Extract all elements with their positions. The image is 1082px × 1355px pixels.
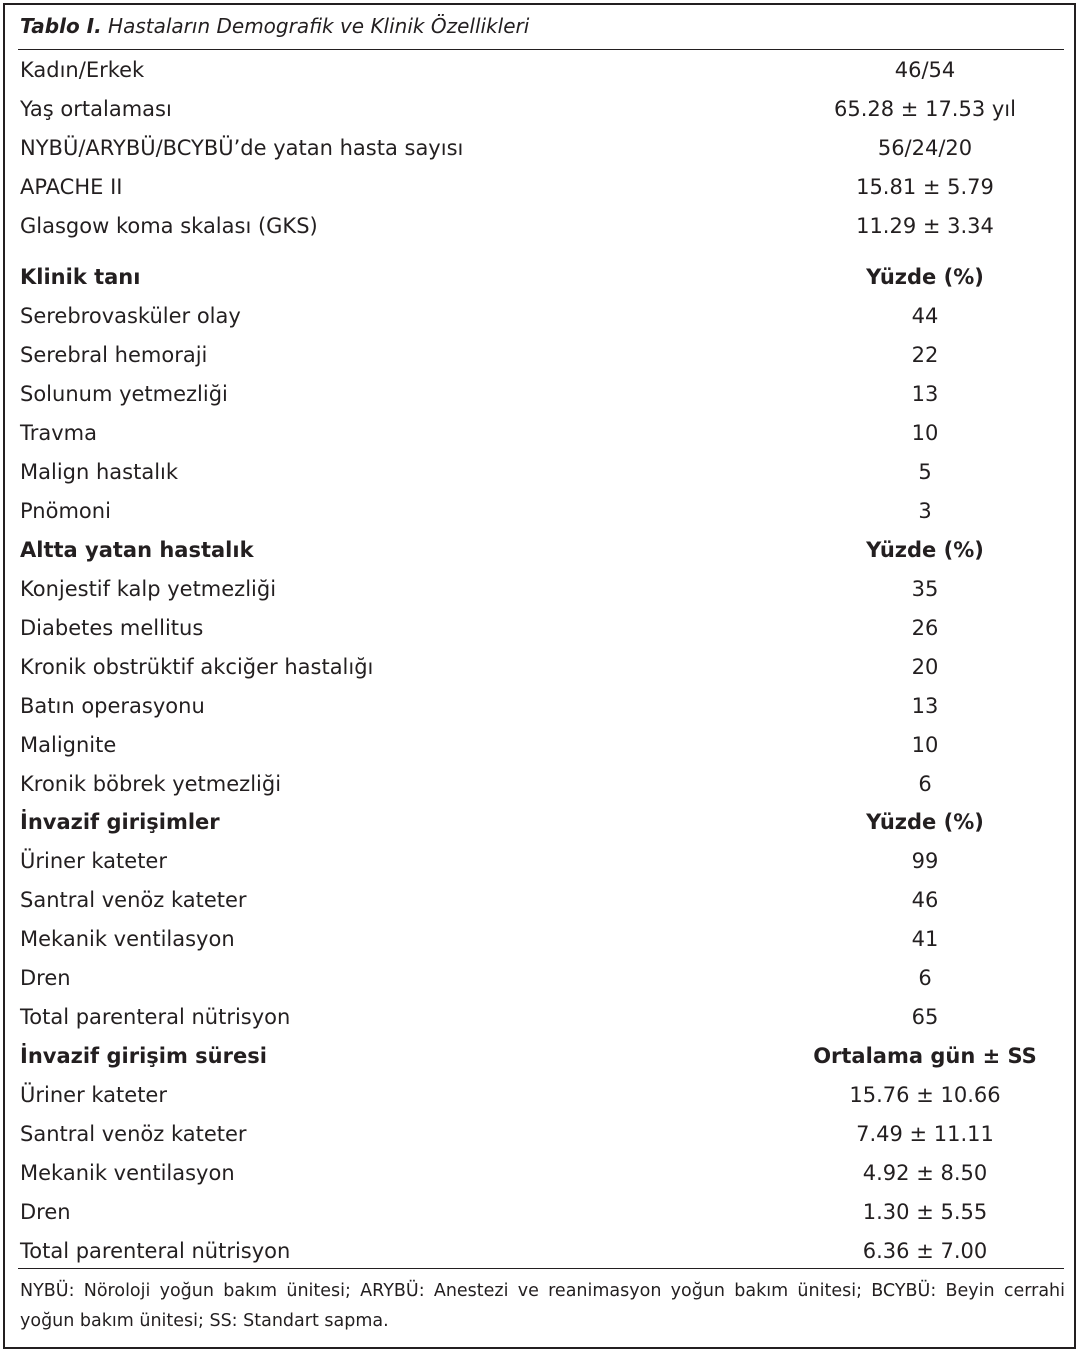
row-value: 99 [911,849,939,873]
table-row [0,414,1082,453]
section-header-value: Yüzde (%) [866,810,984,834]
table-row [0,687,1082,726]
table-row [0,207,1082,246]
row-value: 3 [918,499,932,523]
row-value: 6.36 ± 7.00 [862,1239,988,1263]
table-row [0,51,1082,90]
row-value: 1.30 ± 5.55 [862,1200,988,1224]
table-row [0,1076,1082,1115]
row-label: Kadın/Erkek [20,58,145,82]
row-value: 65 [911,1005,939,1029]
row-label: Diabetes mellitus [20,616,204,640]
row-value: 4.92 ± 8.50 [862,1161,988,1185]
row-label: Yaş ortalaması [20,97,172,121]
row-label: Kronik obstrüktif akciğer hastalığı [20,655,374,679]
row-label: Mekanik ventilasyon [20,927,235,951]
row-value: 65.28 ± 17.53 yıl [834,97,1016,121]
caption-rule [18,49,1064,50]
row-label: Pnömoni [20,499,111,523]
row-value: 7.49 ± 11.11 [856,1122,994,1146]
table-row [0,1154,1082,1193]
row-label: Dren [20,966,71,990]
table-row [0,648,1082,687]
table-row [0,570,1082,609]
row-label: Malignite [20,733,117,757]
table-row [0,1115,1082,1154]
table-row [0,453,1082,492]
row-label: Total parenteral nütrisyon [20,1239,291,1263]
section-header-label: Klinik tanı [20,265,141,289]
row-label: Total parenteral nütrisyon [20,1005,291,1029]
row-label: Serebral hemoraji [20,343,208,367]
row-label: Solunum yetmezliği [20,382,228,406]
section-header-value: Ortalama gün ± SS [813,1044,1037,1068]
row-label: Serebrovasküler olay [20,304,241,328]
row-value: 11.29 ± 3.34 [856,214,994,238]
section-header-value: Yüzde (%) [866,265,984,289]
row-label: NYBÜ/ARYBÜ/BCYBÜ’de yatan hasta sayısı [20,136,464,160]
section-header-value: Yüzde (%) [866,538,984,562]
row-label: Santral venöz kateter [20,1122,247,1146]
row-label: Travma [20,421,97,445]
section-header-row [0,258,1082,297]
table-caption [20,12,529,40]
row-label: Üriner kateter [20,849,167,873]
row-label: Üriner kateter [20,1083,167,1107]
row-value: 13 [911,694,939,718]
row-label: Mekanik ventilasyon [20,1161,235,1185]
section-header-row [0,1037,1082,1076]
row-value: 10 [911,421,939,445]
table-row [0,90,1082,129]
section-header-label: İnvazif girişimler [20,810,220,834]
table-row [0,1232,1082,1271]
row-value: 41 [911,927,939,951]
table-row [0,375,1082,414]
row-label: Glasgow koma skalası (GKS) [20,214,318,238]
table-row [0,492,1082,531]
table-title: Hastaların Demografik ve Klinik Özellikleri [108,14,530,38]
table-number: Tablo I. [20,14,102,38]
table-row [0,129,1082,168]
row-value: 6 [918,966,932,990]
row-value: 26 [911,616,939,640]
row-value: 15.81 ± 5.79 [856,175,994,199]
row-value: 20 [911,655,939,679]
table-row [0,726,1082,765]
row-value: 22 [911,343,939,367]
row-value: 56/24/20 [877,136,973,160]
row-value: 10 [911,733,939,757]
table-row [0,842,1082,881]
row-value: 5 [918,460,932,484]
row-label: Batın operasyonu [20,694,205,718]
row-value: 35 [911,577,939,601]
row-value: 46/54 [894,58,956,82]
table-row [0,336,1082,375]
table-row [0,765,1082,804]
row-value: 15.76 ± 10.66 [849,1083,1001,1107]
section-header-row [0,531,1082,570]
section-header-label: İnvazif girişim süresi [20,1044,267,1068]
table-row [0,959,1082,998]
row-value: 13 [911,382,939,406]
table-row [0,998,1082,1037]
table-row [0,920,1082,959]
row-label: Malign hastalık [20,460,179,484]
row-value: 44 [911,304,939,328]
footnote-rule [18,1268,1064,1269]
row-label: Santral venöz kateter [20,888,247,912]
row-label: APACHE II [20,175,123,199]
row-label: Konjestif kalp yetmezliği [20,577,277,601]
table-row [0,297,1082,336]
row-value: 46 [911,888,939,912]
table-row [0,1193,1082,1232]
row-label: Kronik böbrek yetmezliği [20,772,282,796]
row-value: 6 [918,772,932,796]
table-row [0,609,1082,648]
table-row [0,168,1082,207]
section-header-row [0,803,1082,842]
table-row [0,881,1082,920]
table-footnote: NYBÜ: Nöroloji yoğun bakım ünitesi; ARYBÜ: Anestezi ve reanimasyon yoğun bakım ünitesi; BCYBÜ: Beyin cerrahi yoğun bakım ünitesi; SS: Standart sapma. [20,1281,1065,1331]
row-label: Dren [20,1200,71,1224]
section-header-label: Altta yatan hastalık [20,538,254,562]
